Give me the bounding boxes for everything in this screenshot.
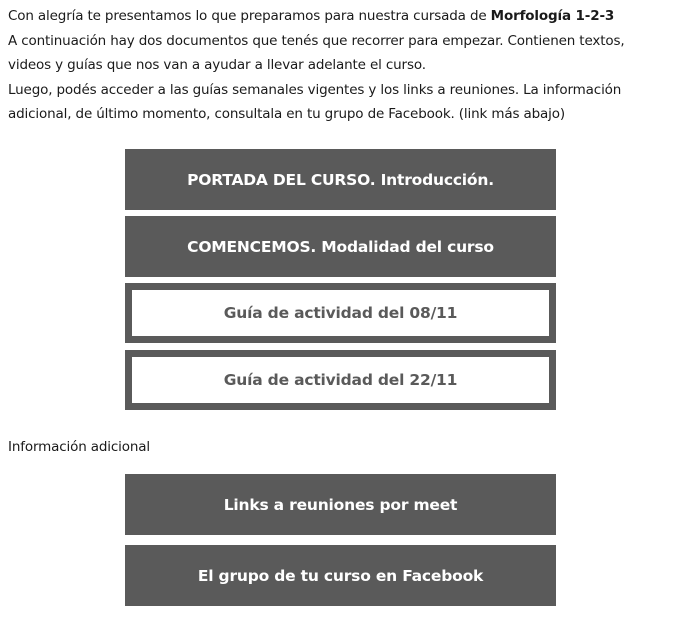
facebook-group-button[interactable]: El grupo de tu curso en Facebook: [125, 545, 556, 606]
guia-0811-button[interactable]: Guía de actividad del 08/11: [125, 283, 556, 343]
intro-text: [8, 4, 683, 127]
meet-links-button[interactable]: Links a reuniones por meet: [125, 474, 556, 535]
guia-2211-button[interactable]: Guía de actividad del 22/11: [125, 350, 556, 410]
intro-line-4: Luego, podés acceder a las guías semanales vigentes y los links a reuniones. La información: [8, 81, 622, 98]
portada-button[interactable]: PORTADA DEL CURSO. Introducción.: [125, 149, 556, 210]
course-name: Morfología 1-2-3: [490, 8, 615, 24]
comencemos-button[interactable]: COMENCEMOS. Modalidad del curso: [125, 216, 556, 277]
intro-line-1: [8, 4, 683, 29]
additional-info-heading: Información adicional: [8, 439, 151, 455]
intro-line-2: A continuación hay dos documentos que tenés que recorrer para empezar. Contienen textos,: [8, 32, 625, 49]
intro-line-1-text: Con alegría te presentamos lo que preparamos para nuestra cursada de: [8, 8, 491, 24]
intro-line-3: videos y guías que nos van a ayudar a llevar adelante el curso.: [8, 57, 426, 73]
intro-line-5: adicional, de último momento, consultala en tu grupo de Facebook. (link más abajo): [8, 106, 565, 122]
